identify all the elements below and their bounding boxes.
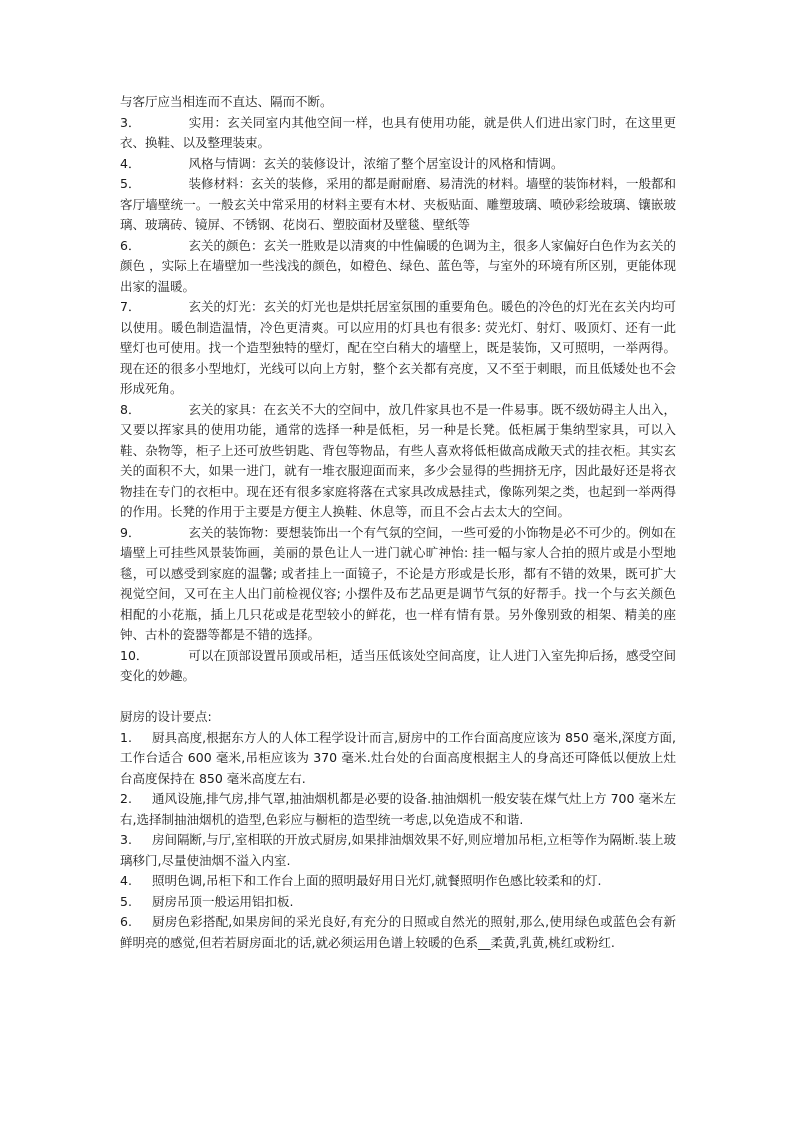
document-page bbox=[120, 92, 676, 953]
item-text: 玄关的装饰物：要想装饰出一个有气氛的空间，一些可爱的小饰物是必不可少的。例如在墙壁上可挂些风景装饰画，美丽的景色让人一进门就心旷神怡: 挂一幅与家人合拍的照片或是小型地毯，可以感受到家庭的温馨; 或者挂上一面镜子，不论是方形或是长形，都有不错的效果，既可扩大视觉空间，又可在主人出门前检视仪容; 小摆件及布艺品更是调节气氛的好帮手。找一个与玄关颜色相配的小花瓶，插上几只花或是花型较小的鲜花，也一样有情有景。另外像别致的相架、精美的座钟、古朴的瓷器等都是不错的选择。 bbox=[120, 524, 676, 642]
item-number: 1. bbox=[120, 729, 132, 745]
item-number: 8． bbox=[120, 401, 141, 417]
item-number: 4． bbox=[120, 155, 141, 171]
entry-item-8 bbox=[120, 400, 676, 523]
item-text: 玄关的家具：在玄关不大的空间中，放几件家具也不是一件易事。既不级妨碍主人出入，又要以挥家具的使用功能，通常的选择一种是低柜，另一种是长凳。低柜属于集纳型家具，可以入鞋、杂物等，柜子上还可放些钥匙、背包等物品，有些人喜欢将低柜做高成敞天式的挂衣柜。其实玄关的面积不大，如果一进门，就有一堆衣服迎面而来，多少会显得的些拥挤无序，因此最好还是将衣物挂在专门的衣柜中。现在还有很多家庭将落在式家具改成悬挂式，像陈列架之类，也起到一举两得的作用。长凳的作用于主要是方便主人换鞋、休息等，而且不会占去太大的空间。 bbox=[120, 401, 676, 519]
item-number: 3. bbox=[120, 832, 132, 847]
entry-item-6 bbox=[120, 236, 676, 298]
item-number: 10． bbox=[120, 647, 149, 663]
item-text: 厨房吊顶一般运用铝扣板. bbox=[152, 893, 294, 909]
kitchen-item-1 bbox=[120, 728, 676, 790]
item-number: 3． bbox=[120, 114, 141, 130]
entry-item-9 bbox=[120, 523, 676, 646]
item-number: 7． bbox=[120, 299, 141, 314]
item-text: 通风设施,排气房,排气罩,抽油烟机都是必要的设备.抽油烟机一般安装在煤气灶上方 700 毫米左右,选择制抽油烟机的造型,色彩应与橱柜的造型统一考虑,以免造成不和谐. bbox=[120, 791, 676, 827]
item-number: 4. bbox=[120, 873, 132, 888]
item-number: 6． bbox=[120, 237, 141, 253]
item-number: 2. bbox=[120, 791, 132, 806]
item-number: 9． bbox=[120, 524, 141, 540]
item-text: 照明色调,吊柜下和工作台上面的照明最好用日光灯,就餐照明作色感比较柔和的灯. bbox=[152, 873, 602, 888]
item-text: 可以在顶部设置吊顶或吊柜，适当压低该处空间高度，让人进门入室先抑后扬，感受空间变化的妙趣。 bbox=[120, 647, 676, 683]
kitchen-heading: 厨房的设计要点: bbox=[120, 709, 212, 724]
entry-item-10 bbox=[120, 646, 676, 687]
item-text: 风格与情调：玄关的装修设计，浓缩了整个居室设计的风格和情调。 bbox=[188, 155, 564, 171]
entry-item-5 bbox=[120, 174, 676, 236]
entry-item-4 bbox=[120, 154, 676, 175]
section-spacer bbox=[120, 687, 676, 708]
kitchen-item-6 bbox=[120, 912, 676, 953]
item-text: 实用：玄关同室内其他空间一样，也具有使用功能，就是供人们进出家门时，在这里更衣、换鞋、以及整理装束。 bbox=[120, 114, 676, 150]
item-text: 厨房色彩搭配,如果房间的采光良好,有充分的日照或自然光的照射,那么,使用绿色或蓝色会有新鲜明亮的感觉,但若若厨房面北的话,就必须运用色谱上较暖的色系__柔黄,乳黄,桃红或粉红. bbox=[120, 914, 676, 950]
kitchen-item-2 bbox=[120, 789, 676, 830]
item-number: 6. bbox=[120, 914, 132, 929]
item-number: 5． bbox=[120, 176, 141, 191]
entry-item-3 bbox=[120, 113, 676, 154]
entry-item-7 bbox=[120, 297, 676, 400]
kitchen-item-4 bbox=[120, 871, 676, 892]
item-number: 5. bbox=[120, 893, 132, 909]
item-text: 玄关的灯光：玄关的灯光也是烘托居室氛围的重要角色。暖色的冷色的灯光在玄关内均可以使用。暖色制造温情，冷色更清爽。可以应用的灯具也有很多: 荧光灯、射灯、吸顶灯、还有一此壁灯也可使用。找一个造型独特的壁灯，配在空白稍大的墙壁上，既是装饰，又可照明，一举两得。现在还的很多小型地灯，光线可以向上方射，整个玄关都有亮度，又不至于刺眼，而且低矮处也不会形成死角。 bbox=[120, 299, 676, 396]
item-text: 玄关的颜色：玄关一胜败是以清爽的中性偏暖的色调为主，很多人家偏好白色作为玄关的颜色 ，实际上在墙壁加一些浅浅的颜色，如橙色、绿色、蓝色等，与室外的环境有所区别，更能体现出家的温暖。 bbox=[120, 237, 676, 294]
item-text: 厨具高度,根据东方人的人体工程学设计而言,厨房中的工作台面高度应该为 850 毫米,深度方面,工作台适合 600 毫米,吊柜应该为 370 毫米.灶台处的台面高度根据主人的身高还可降低以便放上灶台高度保持在 850 毫米高度左右. bbox=[120, 729, 676, 786]
item-text: 装修材料：玄关的装修，采用的都是耐耐磨、易清洗的材料。墙壁的装饰材料，一般都和客厅墙壁统一。一般玄关中常采用的材料主要有木材、夹板贴面、雕塑玻璃、喷砂彩绘玻璃、镶嵌玻璃、玻璃砖、镜屏、不锈钢、花岗石、塑胶面材及壁毯、壁纸等 bbox=[120, 176, 676, 232]
kitchen-item-3 bbox=[120, 830, 676, 871]
entry-intro-tail: 与客厅应当相连而不直达、隔而不断。 bbox=[120, 94, 333, 109]
item-text: 房间隔断,与厅,室相联的开放式厨房,如果排油烟效果不好,则应增加吊柜,立柜等作为隔断.装上玻璃移门,尽量使油烟不溢入内室. bbox=[120, 832, 676, 868]
kitchen-item-5 bbox=[120, 892, 676, 913]
